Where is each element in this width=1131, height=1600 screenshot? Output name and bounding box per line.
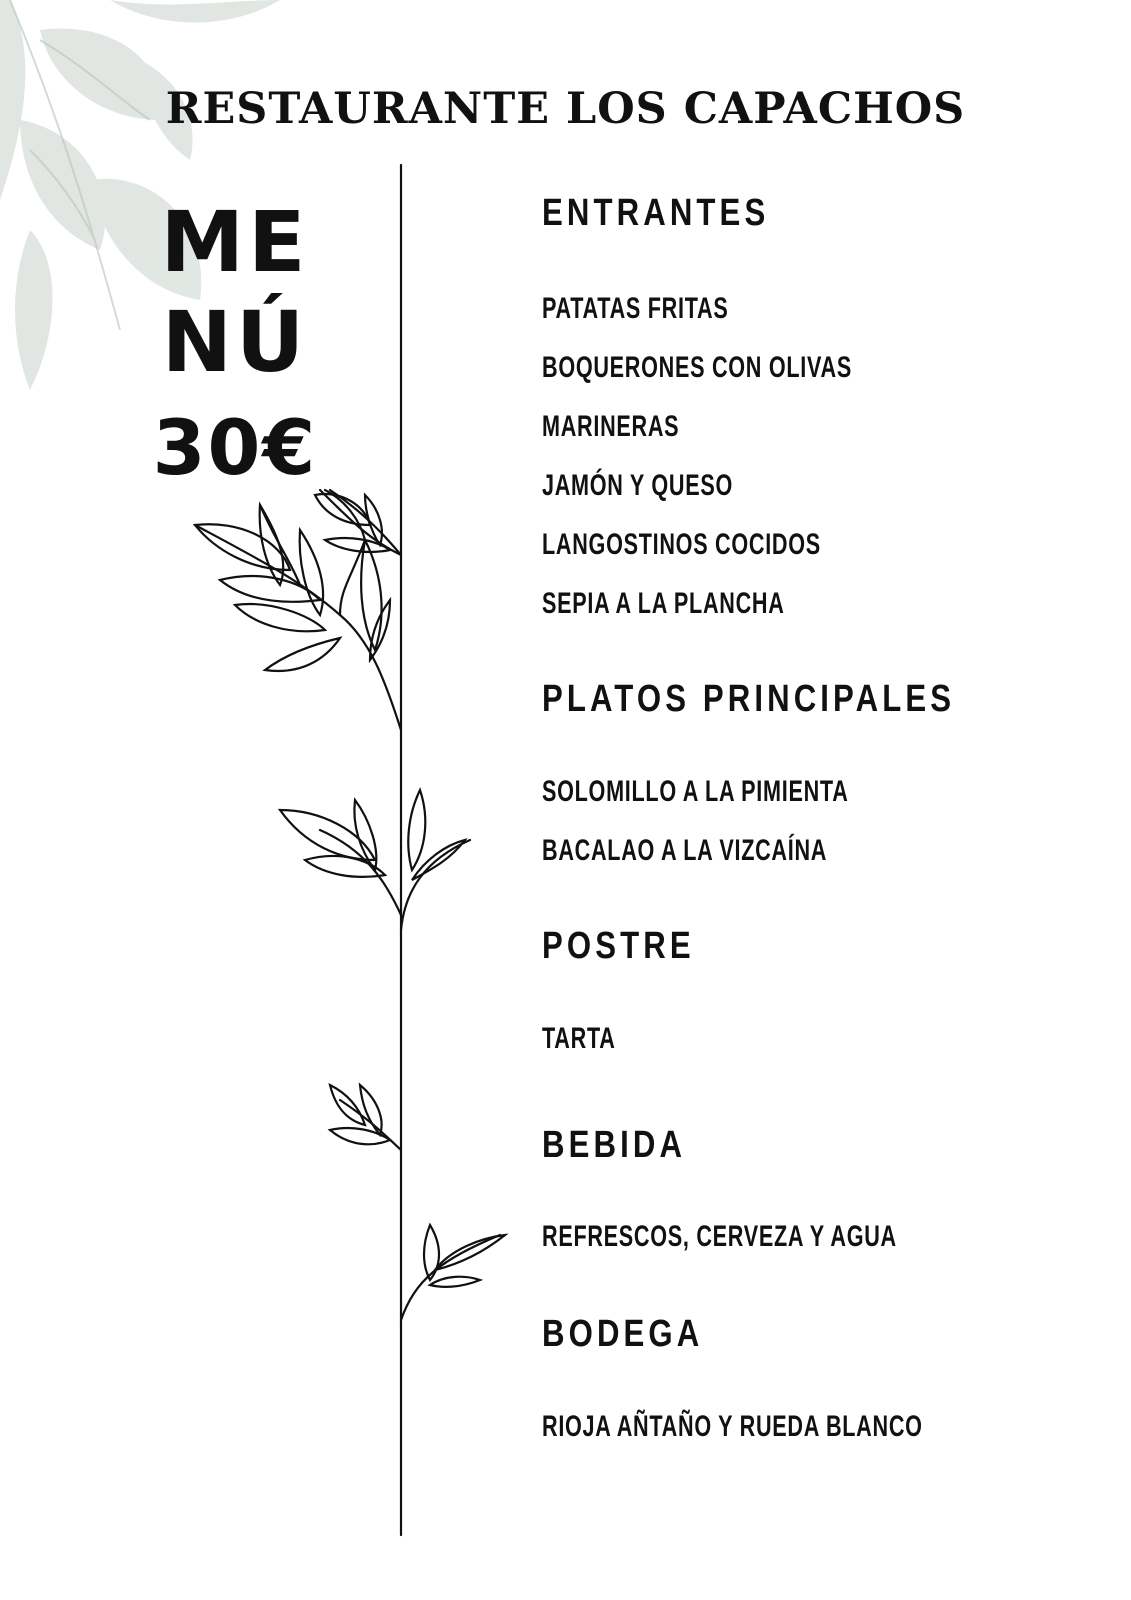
menu-item: MARINERAS <box>542 410 680 443</box>
menu-badge-line1: ME <box>160 193 310 291</box>
menu-price: 30€ <box>152 403 318 492</box>
menu-item: BOQUERONES CON OLIVAS <box>542 351 852 384</box>
menu-item: JAMÓN Y QUESO <box>542 469 734 502</box>
menu-badge-line2: NÚ <box>161 293 309 391</box>
menu-item: PATATAS FRITAS <box>542 292 729 325</box>
menu-item: LANGOSTINOS COCIDOS <box>542 528 821 561</box>
section-heading-entrantes: ENTRANTES <box>542 192 770 234</box>
menu-item: REFRESCOS, CERVEZA Y AGUA <box>542 1220 897 1253</box>
section-heading-postre: POSTRE <box>542 925 695 967</box>
restaurant-title: RESTAURANTE LOS CAPACHOS <box>165 84 966 134</box>
menu-item: TARTA <box>542 1022 616 1055</box>
section-heading-bebida: BEBIDA <box>542 1124 687 1166</box>
menu-item: BACALAO A LA VIZCAÍNA <box>542 834 828 867</box>
menu-item: SOLOMILLO A LA PIMIENTA <box>542 775 849 808</box>
menu-item: SEPIA A LA PLANCHA <box>542 587 785 620</box>
section-heading-platos-principales: PLATOS PRINCIPALES <box>542 678 956 720</box>
vine-illustration <box>180 160 540 1540</box>
section-heading-bodega: BODEGA <box>542 1313 704 1355</box>
menu-item: RIOJA AÑTAÑO Y RUEDA BLANCO <box>542 1410 923 1443</box>
